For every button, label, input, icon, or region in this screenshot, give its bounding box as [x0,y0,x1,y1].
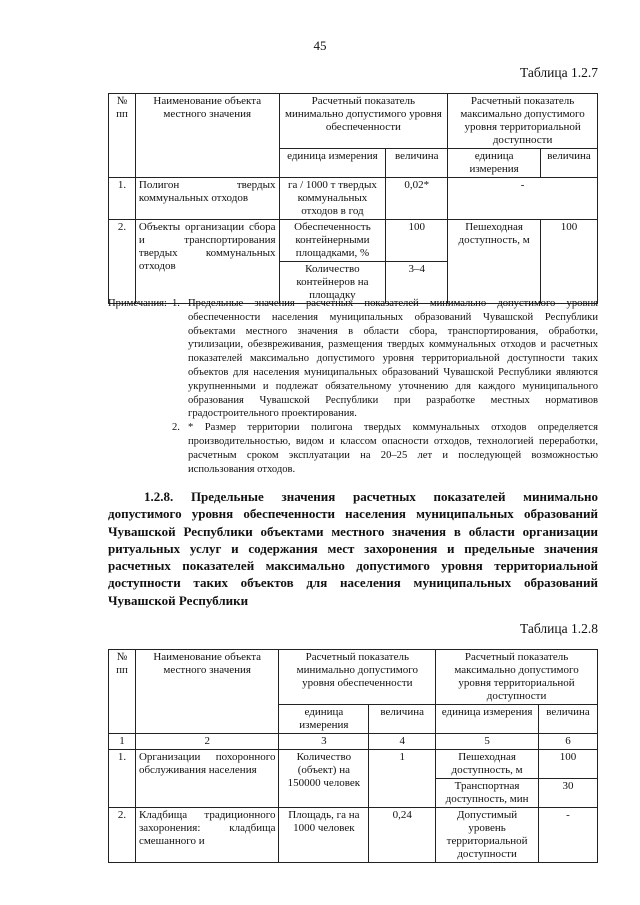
note-item [108,421,598,476]
header-num: № пп [109,650,136,734]
row-access-value: 100 [539,750,598,779]
row-value: 0,24 [369,808,436,863]
col-number: 5 [436,734,539,750]
row-unit: га / 1000 т твердых коммунальных отходов в год [279,178,386,220]
table-1-2-7 [108,93,598,304]
row-access: - [448,178,598,220]
row-access-value: - [539,808,598,863]
row-access-unit: Пешеходная доступность, м [448,220,541,304]
row-value: 100 [386,220,448,262]
row-num: 1. [109,750,136,808]
header-access-unit: единица измерения [448,149,541,178]
row-access-unit: Допустимый уровень территориальной доступности [436,808,539,863]
col-number: 1 [109,734,136,750]
row-value: 0,02* [386,178,448,220]
note-text: Предельные значения расчетных показателей минимально допустимого уровня обеспеченности населения муниципальных образований Чувашской Республики объектами местного значения в области сбора, транспортирования, обработки, утилизации, обезвреживания, размещения твердых коммунальных отходов и расчетных показателей максимально допустимого уровня территориальной доступности таких объектов для населения муниципальных образований Чувашской Республики являются укрупненными и подлежат обязательному уточнению для каждого муниципального образования Чувашской Республики при разработке местных нормативов градостроительного проектирования. [188,298,598,420]
row-name: Объекты организации сбора и транспортирования твердых коммунальных отходов [135,220,279,304]
table-1-2-8 [108,649,598,863]
header-provision: Расчетный показатель минимально допустимого уровня обеспеченности [279,650,436,705]
row-num: 2. [109,220,136,304]
row-unit: Площадь, га на 1000 человек [279,808,369,863]
header-access-value: величина [539,705,598,734]
row-num: 2. [109,808,136,863]
header-access-unit: единица измерения [436,705,539,734]
notes [108,297,598,476]
row-access-unit: Пешеходная доступность, м [436,750,539,779]
header-provision: Расчетный показатель минимально допустимого уровня обеспеченности [279,94,448,149]
table-row [109,750,598,779]
col-number: 3 [279,734,369,750]
row-access-value-2: 30 [539,779,598,808]
header-name: Наименование объекта местного значения [135,94,279,178]
table-2-caption: Таблица 1.2.8 [520,621,598,636]
note-number: 1. [172,298,180,309]
col-number: 6 [539,734,598,750]
header-access: Расчетный показатель максимально допустимого уровня территориальной доступности [448,94,598,149]
header-num: № пп [109,94,136,178]
notes-label: Примечания: [108,298,167,309]
row-access-unit-2: Транспортная доступность, мин [436,779,539,808]
header-unit: единица измерения [279,149,386,178]
note-item [108,297,598,421]
note-text: * Размер территории полигона твердых коммунальных отходов определяется производительностью, видом и классом опасности отходов, технологией переработки, расчетным сроком эксплуатации на 20–25 лет и последующей возможностью использования отходов. [188,422,598,475]
col-number: 4 [369,734,436,750]
section-heading: 1.2.8. Предельные значения расчетных показателей минимально допустимого уровня обеспеченности населения муниципальных образований Чувашской Республики объектами местного значения в области организации ритуальных услуг и содержания мест захоронения и предельные значения расчетных показателей максимально допустимого уровня территориальной доступности таких объектов для населения муниципальных образований Чувашской Республики [108,489,598,608]
row-name: Кладбища традиционного захоронения: кладбища смешанного и [135,808,279,863]
row-access-value: 100 [541,220,598,304]
row-value: 1 [369,750,436,808]
column-numbers-row [109,734,598,750]
table-row [109,220,598,262]
header-access: Расчетный показатель максимально допустимого уровня территориальной доступности [436,650,598,705]
header-unit: единица измерения [279,705,369,734]
page-number: 45 [313,38,327,53]
row-num: 1. [109,178,136,220]
row-unit: Количество (объект) на 150000 человек [279,750,369,808]
row-unit: Обеспеченность контейнерными площадками, % [279,220,386,262]
row-name: Организации похоронного обслуживания населения [135,750,279,808]
table-row [109,808,598,863]
table-1-caption: Таблица 1.2.7 [520,65,598,80]
header-value: величина [386,149,448,178]
row-name: Полигон твердых коммунальных отходов [135,178,279,220]
header-value: величина [369,705,436,734]
header-name: Наименование объекта местного значения [135,650,279,734]
note-number: 2. [172,422,180,434]
row-unit-2: Количество контейнеров на площадку [279,262,386,304]
row-value-2: 3–4 [386,262,448,304]
col-number: 2 [135,734,279,750]
header-access-value: величина [541,149,598,178]
table-row [109,178,598,220]
